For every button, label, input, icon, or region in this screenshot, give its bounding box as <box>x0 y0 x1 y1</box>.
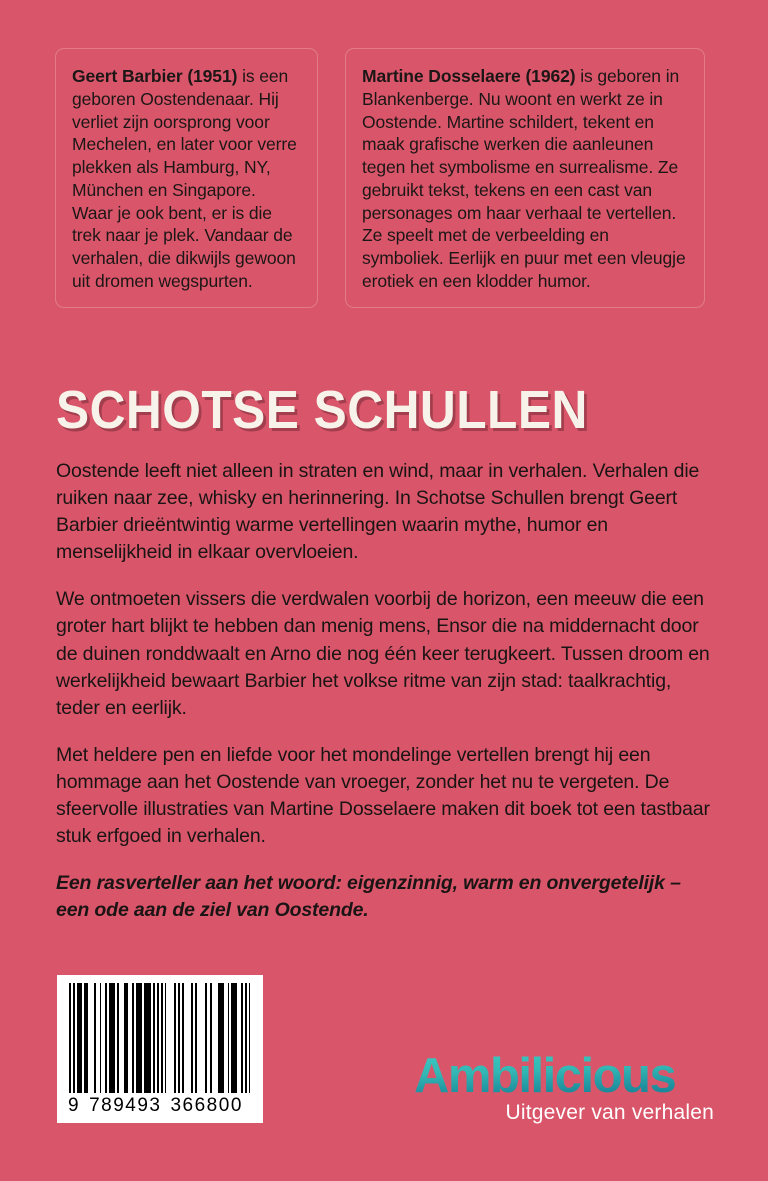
author-bio-text-martine-dosselaere: is geboren in Blankenberge. Nu woont en werkt ze in Oostende. Martine schildert, tekent en maak grafische werken die aanleunen tegen het symbolisme en surrealisme. Ze gebruikt tekst, tekens en een cast van personages om haar verhaal te vertellen. Ze speelt met de verbeelding en symboliek. Eerlijk en puur met een vleugje erotiek en een klodder humor. <box>362 66 686 291</box>
publisher-strapline: Uitgever van verhalen <box>505 1101 714 1124</box>
author-name-martine-dosselaere: Martine Dosselaere (1962) <box>362 66 576 86</box>
author-bio-box-martine-dosselaere <box>345 48 705 308</box>
barcode-bars <box>67 983 253 1093</box>
blurb-paragraph-2: We ontmoeten vissers die verdwalen voorbij de horizon, een meeuw die een groter hart blijkt te hebben dan menig mens, Ensor die na middernacht door de duinen ronddwaalt en Arno die nog één keer terugkeert. Tussen droom en werkelijkheid bewaart Barbier het volkse ritme van zijn stad: taalkrachtig, teder en eerlijk. <box>56 588 710 719</box>
blurb-paragraph-3: Met heldere pen en liefde voor het mondelinge vertellen brengt hij een hommage aan het Oostende van vroeger, zonder het nu te vergeten. De sfeervolle illustraties van Martine Dosselaere maken dit boek tot een tastbaar stuk erfgoed in verhalen. <box>56 743 710 848</box>
author-bio-text-geert-barbier: is een geboren Oostendenaar. Hij verliet zijn oorsprong voor Mechelen, en later voor verre plekken als Hamburg, NY, München en Singapore. Waar je ook bent, er is die trek naar je plek. Vandaar de verhalen, die dikwijls gewoon uit dromen wegspurten. <box>72 66 297 291</box>
publisher-wordmark: Ambilicious <box>412 1052 718 1101</box>
author-bio-row <box>55 48 705 308</box>
isbn-barcode <box>57 975 263 1123</box>
publisher-logo <box>412 1049 718 1124</box>
blurb-paragraph-1: Oostende leeft niet alleen in straten en wind, maar in verhalen. Verhalen die ruiken naar zee, whisky en herinnering. In Schotse Schullen brengt Geert Barbier drieëntwintig warme vertellingen waarin mythe, humor en menselijkheid in elkaar overvloeien. <box>56 460 700 564</box>
barcode-group-2: 366800 <box>170 1095 243 1116</box>
blurb-tagline: Een rasverteller aan het woord: eigenzinnig, warm en onvergetelijk – een ode aan de ziel van Oostende. <box>56 872 681 922</box>
author-name-geert-barbier: Geert Barbier (1951) <box>72 66 238 86</box>
barcode-lead-digit: 9 <box>68 1095 81 1116</box>
blurb <box>56 458 716 924</box>
barcode-digits <box>67 1093 253 1119</box>
author-bio-box-geert-barbier <box>55 48 318 308</box>
barcode-group-1: 789493 <box>89 1095 162 1116</box>
book-title: SCHOTSE SCHULLEN <box>56 380 588 440</box>
